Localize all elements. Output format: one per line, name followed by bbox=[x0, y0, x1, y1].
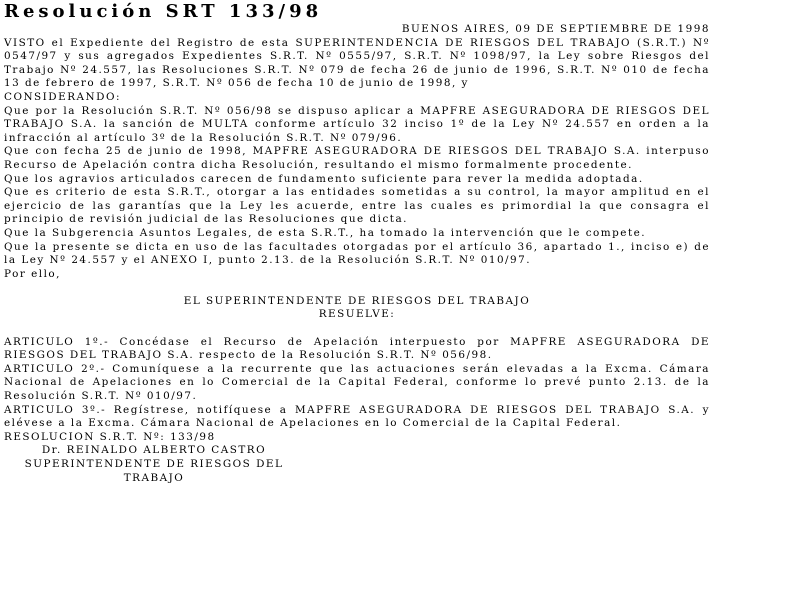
considerando-paragraph: Que por la Resolución S.R.T. Nº 056/98 se dispuso aplicar a MAPFRE ASEGURADORA DE RIESGOS DEL TRABAJO S.A. la sanción de MULTA conforme artículo 32 inciso 1º de la Ley Nº 24.557 en orden a la infracción al artículo 3º de la Resolución S.R.T. Nº 079/96. bbox=[4, 104, 710, 144]
considerando-paragraph: Que los agravios articulados carecen de fundamento suficiente para rever la medida adoptada. bbox=[4, 172, 644, 185]
document-title: Resolución SRT 133/98 bbox=[4, 1, 323, 22]
articulo-paragraph: ARTICULO 2º.- Comuníquese a la recurrente que las actuaciones serán elevadas a la Excma. Cámara Nacional de Apelaciones en lo Comercial de la Capital Federal, conforme lo prevé punto 2.13. de la Resolución S.R.T. Nº 010/97. bbox=[4, 362, 710, 403]
resuelve-line: RESUELVE: bbox=[318, 308, 396, 321]
resolution-number: RESOLUCION S.R.T. Nº: 133/98 bbox=[4, 430, 216, 443]
spacer bbox=[4, 281, 710, 295]
signer-title: SUPERINTENDENTE DE RIESGOS DEL TRABAJO bbox=[24, 458, 284, 484]
considerando-paragraph: Que la Subgerencia Asuntos Legales, de esta S.R.T., ha tomado la intervención que le compete. bbox=[4, 226, 647, 239]
articulo-paragraph: ARTICULO 1º.- Concédase el Recurso de Apelación interpuesto por MAPFRE ASEGURADORA DE RIESGOS DEL TRABAJO S.A. respecto de la Resolución S.R.T. Nº 056/98. bbox=[4, 335, 710, 362]
articulo-paragraph: ARTICULO 3º.- Regístrese, notifíquese a MAPFRE ASEGURADORA DE RIESGOS DEL TRABAJO S.A. y elévese a la Excma. Cámara Nacional de Apelaciones en lo Comercial de la Capital Federal. bbox=[4, 403, 710, 430]
visto-paragraph: VISTO el Expediente del Registro de esta SUPERINTENDENCIA DE RIESGOS DEL TRABAJO (S.R.T.) Nº 0547/97 y sus agregados Expedientes S.R.T. Nº 0555/97, S.R.T. Nº 1098/97, la Ley sobre Riesgos del Trabajo Nº 24.557, las Resoluciones S.R.T. Nº 079 de fecha 26 de junio de 1996, S.R.T. Nº 010 de fecha 13 de febrero de 1997, S.R.T. Nº 056 de fecha 10 de junio de 1998, y bbox=[4, 36, 710, 90]
signer-name: Dr. REINALDO ALBERTO CASTRO bbox=[41, 444, 267, 457]
considerando-paragraph: Que la presente se dicta en uso de las facultades otorgadas por el artículo 36, apartado 1., inciso e) de la Ley Nº 24.557 y el ANEXO I, punto 2.13. de la Resolución S.R.T. Nº 010/97. bbox=[4, 240, 710, 267]
authority-line: EL SUPERINTENDENTE DE RIESGOS DEL TRABAJO bbox=[183, 294, 531, 307]
considerando-heading: CONSIDERANDO: bbox=[4, 90, 121, 103]
considerando-paragraph: Que es criterio de esta S.R.T., otorgar a las entidades sometidas a su control, la mayor amplitud en el ejercicio de las garantías que la Ley les acuerde, entre las cuales es primordial la que consagra el principio de revisión judicial de las Resoluciones que dicta. bbox=[4, 186, 710, 226]
por-ello-line: Por ello, bbox=[4, 267, 61, 280]
document-body bbox=[4, 23, 710, 485]
document-page bbox=[4, 0, 710, 485]
considerando-paragraph: Que con fecha 25 de junio de 1998, MAPFRE ASEGURADORA DE RIESGOS DEL TRABAJO S.A. interpuso Recurso de Apelación contra dicha Resolución, resultando el mismo formalmente procedente. bbox=[4, 145, 710, 171]
date-line: BUENOS AIRES, 09 DE SEPTIEMBRE DE 1998 bbox=[401, 23, 710, 35]
spacer bbox=[4, 322, 710, 336]
